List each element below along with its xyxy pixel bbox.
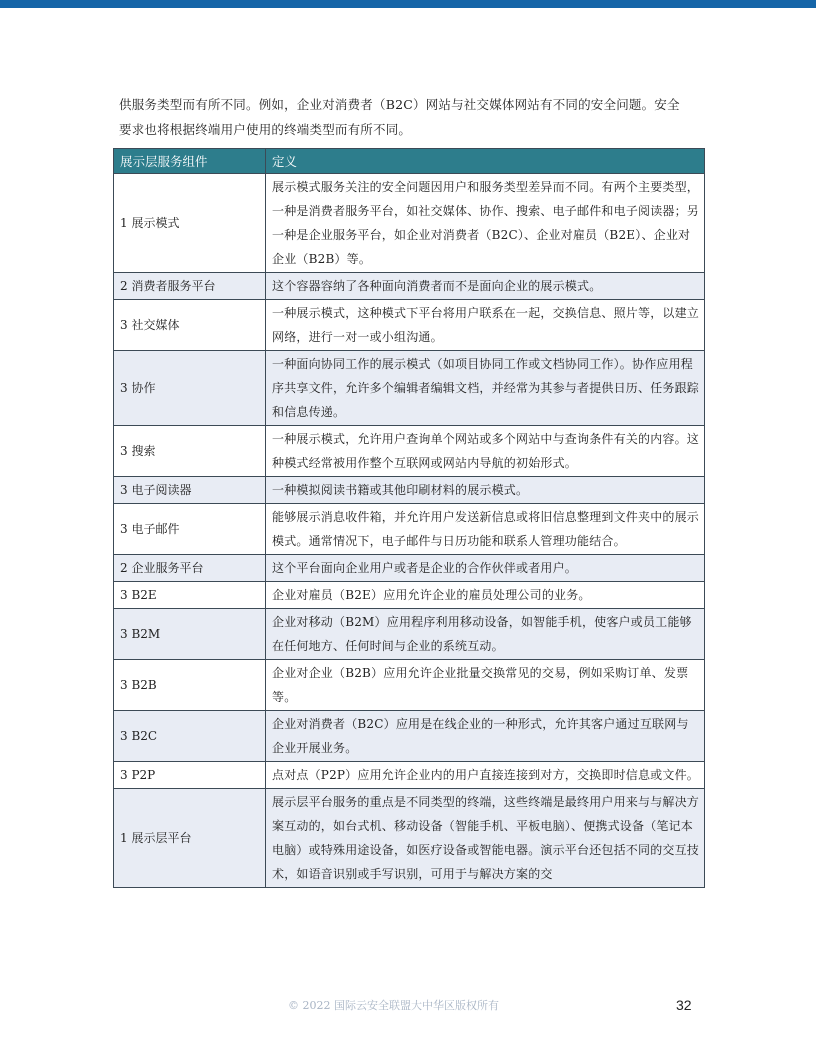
definition-cell: 企业对企业（B2B）应用允许企业批量交换常见的交易，例如采购订单、发票等。: [266, 660, 705, 711]
component-cell: 2 消费者服务平台: [114, 273, 266, 300]
table-row: [114, 609, 705, 660]
table-row: [114, 762, 705, 789]
page-number: 32: [676, 997, 692, 1013]
definition-cell: 一种展示模式，允许用户查询单个网站或多个网站中与查询条件有关的内容。这种模式经常被用作整个互联网或网站内导航的初始形式。: [266, 426, 705, 477]
component-cell: 1 展示模式: [114, 174, 266, 273]
header-component: 展示层服务组件: [114, 149, 266, 174]
definition-cell: 能够展示消息收件箱，并允许用户发送新信息或将旧信息整理到文件夹中的展示模式。通常情况下，电子邮件与日历功能和联系人管理功能结合。: [266, 504, 705, 555]
table-row: [114, 351, 705, 426]
table-row: [114, 789, 705, 888]
intro-line-1: 供服务类型而有所不同。例如，企业对消费者（B2C）网站与社交媒体网站有不同的安全问题。安全: [119, 97, 680, 112]
table-row: [114, 477, 705, 504]
component-cell: 3 电子邮件: [114, 504, 266, 555]
header-definition: 定义: [266, 149, 705, 174]
definition-cell: 一种模拟阅读书籍或其他印刷材料的展示模式。: [266, 477, 705, 504]
table-row: [114, 555, 705, 582]
table-header-row: [114, 149, 705, 174]
component-cell: 3 搜索: [114, 426, 266, 477]
definition-cell: 展示模式服务关注的安全问题因用户和服务类型差异而不同。有两个主要类型，一种是消费者服务平台，如社交媒体、协作、搜索、电子邮件和电子阅读器；另一种是企业服务平台，如企业对消费者（B2C）、企业对雇员（B2E）、企业对企业（B2B）等。: [266, 174, 705, 273]
definition-cell: 一种面向协同工作的展示模式（如项目协同工作或文档协同工作）。协作应用程序共享文件，允许多个编辑者编辑文档，并经常为其参与者提供日历、任务跟踪和信息传递。: [266, 351, 705, 426]
component-cell: 3 社交媒体: [114, 300, 266, 351]
definition-cell: 企业对移动（B2M）应用程序利用移动设备，如智能手机，使客户或员工能够在任何地方、任何时间与企业的系统互动。: [266, 609, 705, 660]
definition-cell: 展示层平台服务的重点是不同类型的终端，这些终端是最终用户用来与与解决方案互动的，如台式机、移动设备（智能手机、平板电脑）、便携式设备（笔记本电脑）或特殊用途设备，如医疗设备或智能电器。演示平台还包括不同的交互技术，如语音识别或手写识别，可用于与解决方案的交: [266, 789, 705, 888]
component-cell: 1 展示层平台: [114, 789, 266, 888]
component-cell: 2 企业服务平台: [114, 555, 266, 582]
footer-copyright: © 2022 国际云安全联盟大中华区版权所有: [288, 999, 499, 1012]
component-cell: 3 电子阅读器: [114, 477, 266, 504]
table-row: [114, 273, 705, 300]
table-row: [114, 711, 705, 762]
table-row: [114, 426, 705, 477]
definition-cell: 企业对消费者（B2C）应用是在线企业的一种形式，允许其客户通过互联网与企业开展业务。: [266, 711, 705, 762]
table-row: [114, 660, 705, 711]
component-cell: 3 P2P: [114, 762, 266, 789]
intro-paragraph: [119, 92, 709, 142]
top-accent-bar: [0, 0, 816, 8]
definition-cell: 点对点（P2P）应用允许企业内的用户直接连接到对方，交换即时信息或文件。: [266, 762, 705, 789]
table-row: [114, 174, 705, 273]
component-cell: 3 B2B: [114, 660, 266, 711]
component-cell: 3 B2E: [114, 582, 266, 609]
intro-line-2: 要求也将根据终端用户使用的终端类型而有所不同。: [119, 122, 412, 137]
definition-cell: 这个容器容纳了各种面向消费者而不是面向企业的展示模式。: [266, 273, 705, 300]
table-row: [114, 300, 705, 351]
component-cell: 3 协作: [114, 351, 266, 426]
component-cell: 3 B2M: [114, 609, 266, 660]
definition-cell: 一种展示模式，这种模式下平台将用户联系在一起，交换信息、照片等，以建立网络，进行一对一或小组沟通。: [266, 300, 705, 351]
presentation-services-table: [113, 148, 705, 888]
table-row: [114, 504, 705, 555]
definition-cell: 企业对雇员（B2E）应用允许企业的雇员处理公司的业务。: [266, 582, 705, 609]
component-cell: 3 B2C: [114, 711, 266, 762]
definition-cell: 这个平台面向企业用户或者是企业的合作伙伴或者用户。: [266, 555, 705, 582]
table-row: [114, 582, 705, 609]
